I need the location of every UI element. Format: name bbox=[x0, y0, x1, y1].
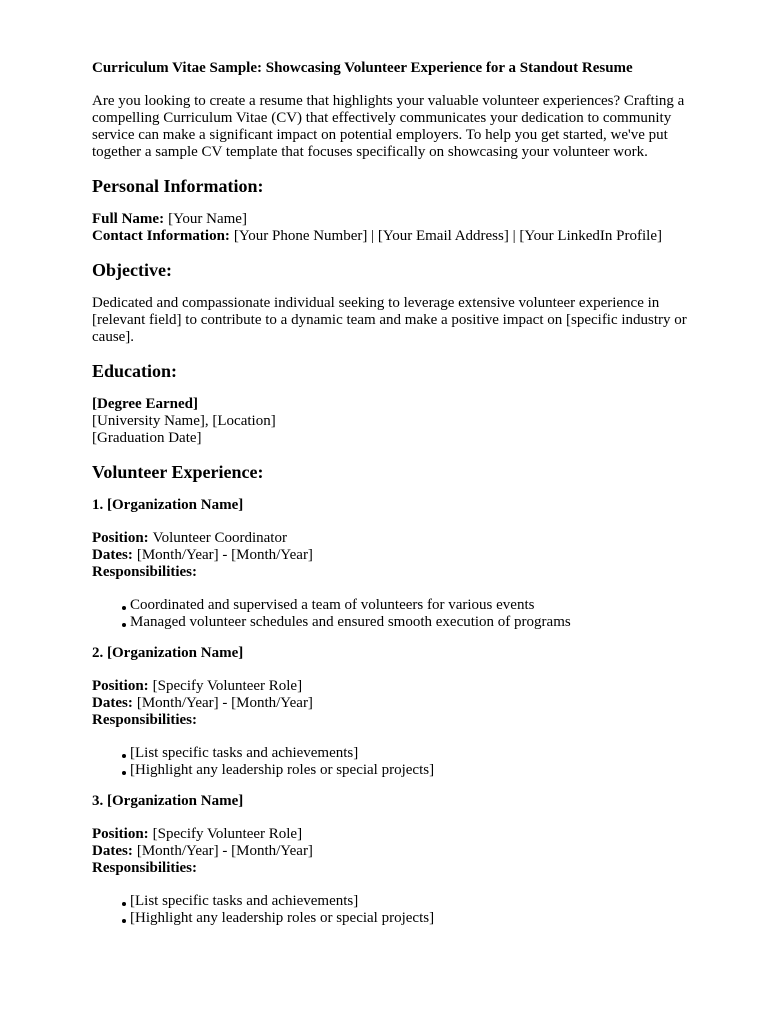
list-item-text: Coordinated and supervised a team of volunteers for various events bbox=[130, 597, 535, 613]
dates-row bbox=[92, 843, 752, 860]
position-label: Position: bbox=[92, 826, 149, 842]
bullet-icon bbox=[122, 623, 126, 627]
dates-row bbox=[92, 547, 752, 564]
position-row bbox=[92, 826, 752, 843]
full-name-label: Full Name: bbox=[92, 211, 165, 227]
degree-earned: [Degree Earned] bbox=[92, 396, 198, 412]
contact-row bbox=[92, 228, 752, 245]
responsibilities-list bbox=[92, 745, 752, 779]
position-value: [Specify Volunteer Role] bbox=[152, 678, 303, 694]
organization-title: 2. [Organization Name] bbox=[92, 645, 244, 661]
position-row bbox=[92, 530, 752, 547]
heading-education: Education: bbox=[92, 361, 178, 381]
list-item-text: [Highlight any leadership roles or special projects] bbox=[130, 762, 435, 778]
responsibilities-label: Responsibilities: bbox=[92, 564, 198, 580]
objective-line: cause]. bbox=[92, 329, 135, 345]
graduation-date: [Graduation Date] bbox=[92, 430, 202, 446]
list-item-text: [Highlight any leadership roles or special projects] bbox=[130, 910, 435, 926]
list-item-text: [List specific tasks and achievements] bbox=[130, 893, 359, 909]
list-item bbox=[92, 910, 752, 927]
objective-paragraph bbox=[92, 295, 752, 346]
heading-volunteer-experience: Volunteer Experience: bbox=[92, 462, 264, 482]
dates-row bbox=[92, 695, 752, 712]
objective-line: [relevant field] to contribute to a dynamic team and make a positive impact on [specific industry or bbox=[92, 312, 687, 328]
list-item bbox=[92, 614, 752, 631]
document-title: Curriculum Vitae Sample: Showcasing Volunteer Experience for a Standout Resume bbox=[92, 60, 633, 76]
bullet-icon bbox=[122, 771, 126, 775]
intro-line: together a sample CV template that focuses specifically on showcasing your volunteer work. bbox=[92, 144, 648, 160]
responsibilities-list bbox=[92, 597, 752, 631]
dates-value: [Month/Year] - [Month/Year] bbox=[136, 547, 313, 563]
dates-value: [Month/Year] - [Month/Year] bbox=[136, 695, 313, 711]
bullet-icon bbox=[122, 606, 126, 610]
entry-details bbox=[92, 678, 752, 729]
intro-paragraph bbox=[92, 93, 752, 161]
list-item bbox=[92, 745, 752, 762]
education-section bbox=[92, 396, 752, 447]
intro-line: compelling Curriculum Vitae (CV) that effectively communicates your dedication to community bbox=[92, 110, 672, 126]
heading-objective: Objective: bbox=[92, 260, 172, 280]
bullet-icon bbox=[122, 919, 126, 923]
bullet-icon bbox=[122, 754, 126, 758]
position-label: Position: bbox=[92, 530, 149, 546]
objective-line: Dedicated and compassionate individual seeking to leverage extensive volunteer experience in bbox=[92, 295, 660, 311]
list-item bbox=[92, 762, 752, 779]
contact-label: Contact Information: bbox=[92, 228, 230, 244]
dates-label: Dates: bbox=[92, 547, 133, 563]
university-location: [University Name], [Location] bbox=[92, 413, 276, 429]
list-item-text: [List specific tasks and achievements] bbox=[130, 745, 359, 761]
organization-title: 3. [Organization Name] bbox=[92, 793, 244, 809]
intro-line: service can make a significant impact on potential employers. To help you get started, we've put bbox=[92, 127, 668, 143]
list-item-text: Managed volunteer schedules and ensured smooth execution of programs bbox=[130, 614, 571, 630]
position-label: Position: bbox=[92, 678, 149, 694]
entry-details bbox=[92, 530, 752, 581]
responsibilities-list bbox=[92, 893, 752, 927]
position-row bbox=[92, 678, 752, 695]
list-item bbox=[92, 597, 752, 614]
dates-label: Dates: bbox=[92, 695, 133, 711]
personal-info-section bbox=[92, 211, 752, 245]
heading-personal-information: Personal Information: bbox=[92, 176, 264, 196]
dates-value: [Month/Year] - [Month/Year] bbox=[136, 843, 313, 859]
entry-details bbox=[92, 826, 752, 877]
position-value: Volunteer Coordinator bbox=[152, 530, 287, 546]
dates-label: Dates: bbox=[92, 843, 133, 859]
bullet-icon bbox=[122, 902, 126, 906]
document-page bbox=[92, 60, 752, 927]
responsibilities-label: Responsibilities: bbox=[92, 860, 198, 876]
full-name-value: [Your Name] bbox=[168, 211, 247, 227]
list-item bbox=[92, 893, 752, 910]
full-name-row bbox=[92, 211, 752, 228]
position-value: [Specify Volunteer Role] bbox=[152, 826, 303, 842]
responsibilities-label: Responsibilities: bbox=[92, 712, 198, 728]
contact-value: [Your Phone Number] | [Your Email Address] | [Your LinkedIn Profile] bbox=[233, 228, 662, 244]
organization-title: 1. [Organization Name] bbox=[92, 497, 244, 513]
intro-line: Are you looking to create a resume that highlights your valuable volunteer experiences? Crafting a bbox=[92, 93, 685, 109]
